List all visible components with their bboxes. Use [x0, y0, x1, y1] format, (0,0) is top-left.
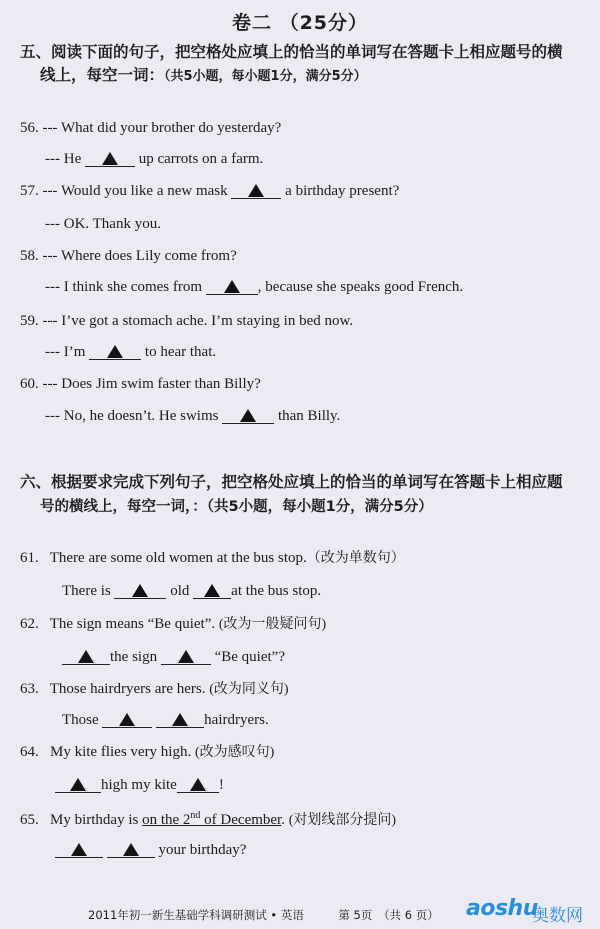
section-5-heading-line1: 五、阅读下面的句子，把空格处应填上的恰当的单词写在答题卡上相应题号的横 — [20, 43, 563, 61]
section-6-heading-line2: 号的横线上，每空一词，：（共5小题，每小题1分，满分5分） — [40, 499, 433, 515]
q63-instruction: (改为同义句) — [209, 682, 289, 697]
answer-blank — [161, 649, 211, 665]
q61-answer-start: There is — [62, 583, 111, 599]
section-5-heading-text: 线上，每空一词： — [40, 66, 165, 84]
q64-sentence: My kite flies very high. — [50, 744, 192, 760]
q57-question-start: 57. --- Would you like a new mask — [20, 183, 228, 199]
triangle-marker-icon — [204, 584, 220, 597]
q64-answer-line — [55, 775, 224, 795]
q63-number: 63. — [20, 681, 39, 697]
q61-answer-line — [62, 581, 321, 601]
triangle-marker-icon — [178, 650, 194, 663]
answer-blank — [156, 712, 204, 728]
q63-answer-end: hairdryers. — [204, 712, 269, 728]
q65-underlined-part — [142, 812, 281, 828]
answer-blank — [206, 279, 258, 295]
q60-question: 60. --- Does Jim swim faster than Billy? — [20, 376, 261, 392]
q57-answer: --- OK. Thank you. — [45, 216, 161, 232]
q63-sentence: Those hairdryers are hers. — [49, 681, 206, 697]
q61-answer-end: at the bus stop. — [231, 583, 322, 599]
q64-answer-end: ! — [218, 777, 224, 793]
answer-blank — [89, 344, 141, 360]
q62-answer-middle: the sign — [110, 649, 158, 665]
q65-underlined-text: on the 2 — [142, 812, 191, 828]
q61-instruction: （改为单数句） — [306, 551, 405, 566]
q56-answer-line — [45, 149, 263, 169]
q65-question — [20, 806, 396, 831]
q62-question — [20, 614, 326, 635]
q65-ordinal-suffix: nd — [190, 810, 201, 821]
q63-question — [20, 679, 289, 700]
q62-sentence: The sign means “Be quiet”. — [49, 616, 216, 632]
q61-question — [20, 548, 405, 569]
section-5-score-note: （共5小题，每小题1分，满分5分） — [164, 69, 367, 84]
triangle-marker-icon — [172, 713, 188, 726]
triangle-marker-icon — [70, 778, 86, 791]
answer-blank — [85, 151, 135, 167]
q59-answer-end: to hear that. — [144, 344, 217, 360]
page-footer: 2011年初一新生基础学科调研测试 • 英语 第 5页 （共 6 页） — [88, 908, 439, 922]
q60-answer-line — [45, 406, 340, 426]
triangle-marker-icon — [132, 584, 148, 597]
answer-blank — [102, 712, 152, 728]
answer-blank — [193, 583, 231, 599]
answer-blank — [222, 408, 274, 424]
q58-answer-end: , because she speaks good French. — [257, 279, 464, 295]
q60-answer-end: than Billy. — [277, 408, 341, 424]
answer-blank — [55, 777, 101, 793]
triangle-marker-icon — [190, 778, 206, 791]
triangle-marker-icon — [78, 650, 94, 663]
paper-title: 卷二 （25分） — [231, 12, 369, 34]
triangle-marker-icon — [240, 409, 256, 422]
q63-answer-start: Those — [62, 712, 99, 728]
q61-number: 61. — [20, 550, 39, 566]
q56-answer-end: up carrots on a farm. — [138, 151, 264, 167]
q64-instruction: (改为感叹句) — [194, 745, 275, 760]
q61-sentence: There are some old women at the bus stop. — [49, 550, 307, 566]
q64-question — [20, 742, 274, 763]
q61-answer-middle: old — [170, 583, 190, 599]
answer-blank — [114, 583, 166, 599]
q65-number: 65. — [20, 812, 39, 828]
q65-answer-end: your birthday? — [158, 842, 247, 858]
answer-blank — [177, 777, 219, 793]
q62-instruction: (改为一般疑问句) — [218, 617, 327, 632]
q65-answer-line — [55, 840, 246, 860]
q58-answer-line — [45, 277, 463, 297]
triangle-marker-icon — [123, 843, 139, 856]
q57-question-end: a birthday present? — [285, 183, 400, 199]
watermark-logo: aoshu — [466, 896, 538, 921]
q65-underlined-text-end: of December — [200, 812, 282, 828]
q63-answer-line — [62, 710, 269, 730]
q57-question — [20, 181, 399, 201]
q62-answer-end: “Be quiet”? — [214, 649, 285, 665]
q64-number: 64. — [20, 744, 39, 760]
triangle-marker-icon — [71, 843, 87, 856]
triangle-marker-icon — [107, 345, 123, 358]
q62-answer-line — [62, 647, 285, 667]
q59-question: 59. --- I’ve got a stomach ache. I’m staying in bed now. — [20, 313, 354, 329]
triangle-marker-icon — [248, 184, 264, 197]
q65-instruction: (对划线部分提问) — [288, 813, 397, 828]
q65-sentence-end: . — [281, 812, 285, 828]
q60-answer-start: --- No, he doesn’t. He swims — [45, 408, 219, 424]
section-5-heading-line2 — [40, 64, 367, 88]
section-6-heading-line1: 六、根据要求完成下列句子，把空格处应填上的恰当的单词写在答题卡上相应题 — [20, 473, 563, 491]
q58-question: 58. --- Where does Lily come from? — [20, 248, 237, 264]
answer-blank — [107, 842, 155, 858]
q65-sentence-start: My birthday is — [50, 812, 139, 828]
watermark-logo-cn: 奥数网 — [532, 906, 583, 926]
answer-blank — [231, 183, 281, 199]
triangle-marker-icon — [102, 152, 118, 165]
q59-answer-start: --- I’m — [45, 344, 86, 360]
q58-answer-start: --- I think she comes from — [45, 279, 203, 295]
q56-answer-start: --- He — [45, 151, 82, 167]
q62-number: 62. — [20, 616, 39, 632]
triangle-marker-icon — [119, 713, 135, 726]
answer-blank — [55, 842, 103, 858]
triangle-marker-icon — [224, 280, 240, 293]
answer-blank — [62, 649, 110, 665]
q64-answer-middle: high my kite — [101, 777, 177, 793]
q56-question: 56. --- What did your brother do yesterday? — [20, 120, 282, 136]
q59-answer-line — [45, 342, 216, 362]
